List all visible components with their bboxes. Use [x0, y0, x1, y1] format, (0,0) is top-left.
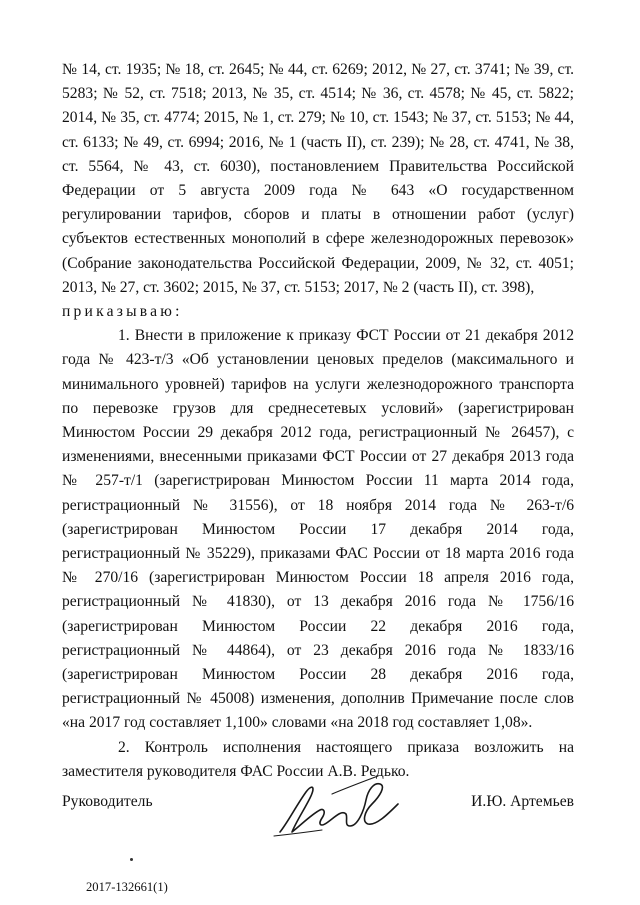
document-body	[62, 58, 574, 784]
handwritten-signature	[262, 770, 412, 850]
scan-dot	[130, 858, 133, 861]
signatory-title: Руководитель	[62, 793, 153, 810]
document-number: 2017-132661(1)	[86, 880, 168, 894]
paragraph-item-2: 2. Контроль исполнения настоящего приказа возложить на заместителя руководителя ФАС России А.В. Редько.	[62, 738, 574, 780]
paragraph-item-1: 1. Внести в приложение к приказу ФСТ России от 21 декабря 2012 года № 423-т/3 «Об установлении ценовых пределов (максимального и минимального уровней) тарифов на услуги железнодорожного транспорта по перевозке грузов для среднесетевых условий» (зарегистрирован Минюстом России 29 декабря 2012 года, регистрационный № 26457), с изменениями, внесенными приказами ФСТ России от 27 декабря 2013 года № 257-т/1 (зарегистрирован Минюстом России 11 марта 2014 года, регистрационный № 31556), от 18 ноября 2014 года № 263-т/6 (зарегистрирован Минюстом России 17 декабря 2014 года, регистрационный № 35229), приказами ФАС России от 18 марта 2016 года № 270/16 (зарегистрирован Минюстом России 18 апреля 2016 года, регистрационный № 41830), от 13 декабря 2016 года № 1756/16 (зарегистрирован Минюстом России 22 декабря 2016 года, регистрационный № 44864), от 23 декабря 2016 года № 1833/16 (зарегистрирован Минюстом России 28 декабря 2016 года, регистрационный № 45008) изменения, дополнив Примечание после слов «на 2017 год составляет 1,100» словами «на 2018 год составляет 1,08».	[62, 327, 574, 732]
paragraph-legal-references: № 14, ст. 1935; № 18, ст. 2645; № 44, ст. 6269; 2012, № 27, ст. 3741; № 39, ст. 5283; № 52, ст. 7518; 2013, № 35, ст. 4514; № 36, ст. 4578; № 45, ст. 5822; 2014, № 35, ст. 4774; 2015, № 1, ст. 279; № 10, ст. 1543; № 37, ст. 5153; № 44, ст. 6133; № 49, ст. 6994; 2016, № 1 (часть II), ст. 239); № 28, ст. 4741, № 38, ст. 5564, № 43, ст. 6030), постановлением Правительства Российской Федерации от 5 августа 2009 года № 643 «О государственном регулировании тарифов, сборов и платы в отношении работ (услуг) субъектов естественных монополий в сфере железнодорожных перевозок» (Собрание законодательства Российской Федерации, 2009, № 32, ст. 4051; 2013, № 27, ст. 3602; 2015, № 37, ст. 5153; 2017, № 2 (часть II), ст. 398),	[62, 61, 574, 296]
signatory-name: И.Ю. Артемьев	[471, 793, 574, 810]
paragraph-order-word: приказываю:	[62, 303, 183, 321]
